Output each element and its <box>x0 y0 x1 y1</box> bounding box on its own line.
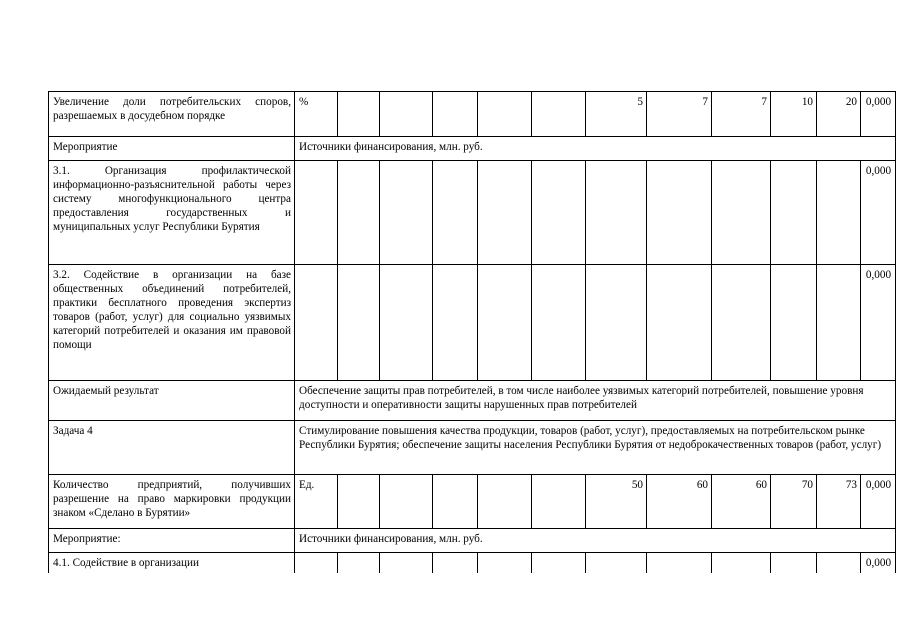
value-cell <box>380 553 433 573</box>
table-row <box>49 92 896 137</box>
unit-cell: Ед. <box>295 475 338 529</box>
total-cell: 0,000 <box>861 553 896 573</box>
unit-cell <box>295 553 338 573</box>
total-cell: 0,000 <box>861 265 896 381</box>
value-cell <box>817 553 861 573</box>
table-row <box>49 553 896 573</box>
value-cell <box>817 265 861 381</box>
value-cell <box>433 265 478 381</box>
value-cell <box>532 161 586 265</box>
value-cell <box>478 161 532 265</box>
row-description-cell: Стимулирование повышения качества продукции, товаров (работ, услуг), предоставляемых на потребительском рынке Республики Бурятия; обеспечение защиты населения Республики Бурятия от недоброкачественных товаров (работ, услуг) <box>295 421 896 475</box>
value-cell <box>771 265 817 381</box>
value-cell: 7 <box>712 92 771 137</box>
value-cell: 70 <box>771 475 817 529</box>
table-row <box>49 475 896 529</box>
value-cell <box>433 475 478 529</box>
table-row <box>49 421 896 475</box>
table-body <box>49 92 896 573</box>
value-cell <box>478 92 532 137</box>
value-cell <box>586 553 647 573</box>
value-cell <box>338 265 380 381</box>
value-cell <box>532 475 586 529</box>
value-cell: 73 <box>817 475 861 529</box>
value-cell <box>380 265 433 381</box>
total-cell: 0,000 <box>861 92 896 137</box>
row-name-cell: Мероприятие: <box>49 529 295 553</box>
value-cell <box>478 475 532 529</box>
value-cell <box>338 475 380 529</box>
value-cell <box>712 553 771 573</box>
row-description-cell: Обеспечение защиты прав потребителей, в том числе наиболее уязвимых категорий потребителей, повышение уровня доступности и оперативности защиты нарушенных прав потребителей <box>295 381 896 421</box>
total-cell: 0,000 <box>861 475 896 529</box>
unit-cell <box>295 161 338 265</box>
value-cell: 10 <box>771 92 817 137</box>
value-cell <box>380 161 433 265</box>
value-cell <box>532 553 586 573</box>
row-name-cell: 4.1. Содействие в организации <box>49 553 295 573</box>
value-cell: 7 <box>647 92 712 137</box>
value-cell <box>712 265 771 381</box>
row-name-cell: Увеличение доли потребительских споров, разрешаемых в досудебном порядке <box>49 92 295 137</box>
value-cell: 60 <box>647 475 712 529</box>
value-cell <box>771 161 817 265</box>
total-cell: 0,000 <box>861 161 896 265</box>
value-cell <box>532 92 586 137</box>
table-row <box>49 529 896 553</box>
value-cell <box>338 92 380 137</box>
program-indicators-table <box>48 91 896 573</box>
table-row <box>49 381 896 421</box>
value-cell <box>771 553 817 573</box>
value-cell <box>433 161 478 265</box>
table-row <box>49 265 896 381</box>
table-row <box>49 161 896 265</box>
value-cell <box>338 553 380 573</box>
value-cell <box>586 161 647 265</box>
row-name-cell: Задача 4 <box>49 421 295 475</box>
value-cell <box>647 265 712 381</box>
value-cell <box>647 161 712 265</box>
value-cell <box>712 161 771 265</box>
value-cell: 50 <box>586 475 647 529</box>
row-name-cell: 3.1. Организация профилактической информационно-разъяснительной работы через систему многофункционального центра предоставления государственных и муниципальных услуг Республики Бурятия <box>49 161 295 265</box>
row-name-cell: Мероприятие <box>49 137 295 161</box>
row-name-cell: 3.2. Содействие в организации на базе общественных объединений потребителей, практики бесплатного проведения экспертиз товаров (работ, услуг) для социально уязвимых категорий потребителей и оказания им правовой помощи <box>49 265 295 381</box>
value-cell: 20 <box>817 92 861 137</box>
value-cell <box>478 265 532 381</box>
unit-cell: % <box>295 92 338 137</box>
value-cell <box>338 161 380 265</box>
table-row <box>49 137 896 161</box>
value-cell <box>586 265 647 381</box>
value-cell <box>478 553 532 573</box>
value-cell <box>380 92 433 137</box>
row-description-cell: Источники финансирования, млн. руб. <box>295 529 896 553</box>
value-cell <box>532 265 586 381</box>
value-cell <box>380 475 433 529</box>
unit-cell <box>295 265 338 381</box>
value-cell <box>433 92 478 137</box>
value-cell: 60 <box>712 475 771 529</box>
value-cell <box>817 161 861 265</box>
value-cell <box>647 553 712 573</box>
row-name-cell: Количество предприятий, получивших разрешение на право маркировки продукции знаком «Сделано в Бурятии» <box>49 475 295 529</box>
value-cell <box>433 553 478 573</box>
row-description-cell: Источники финансирования, млн. руб. <box>295 137 896 161</box>
value-cell: 5 <box>586 92 647 137</box>
row-name-cell: Ожидаемый результат <box>49 381 295 421</box>
